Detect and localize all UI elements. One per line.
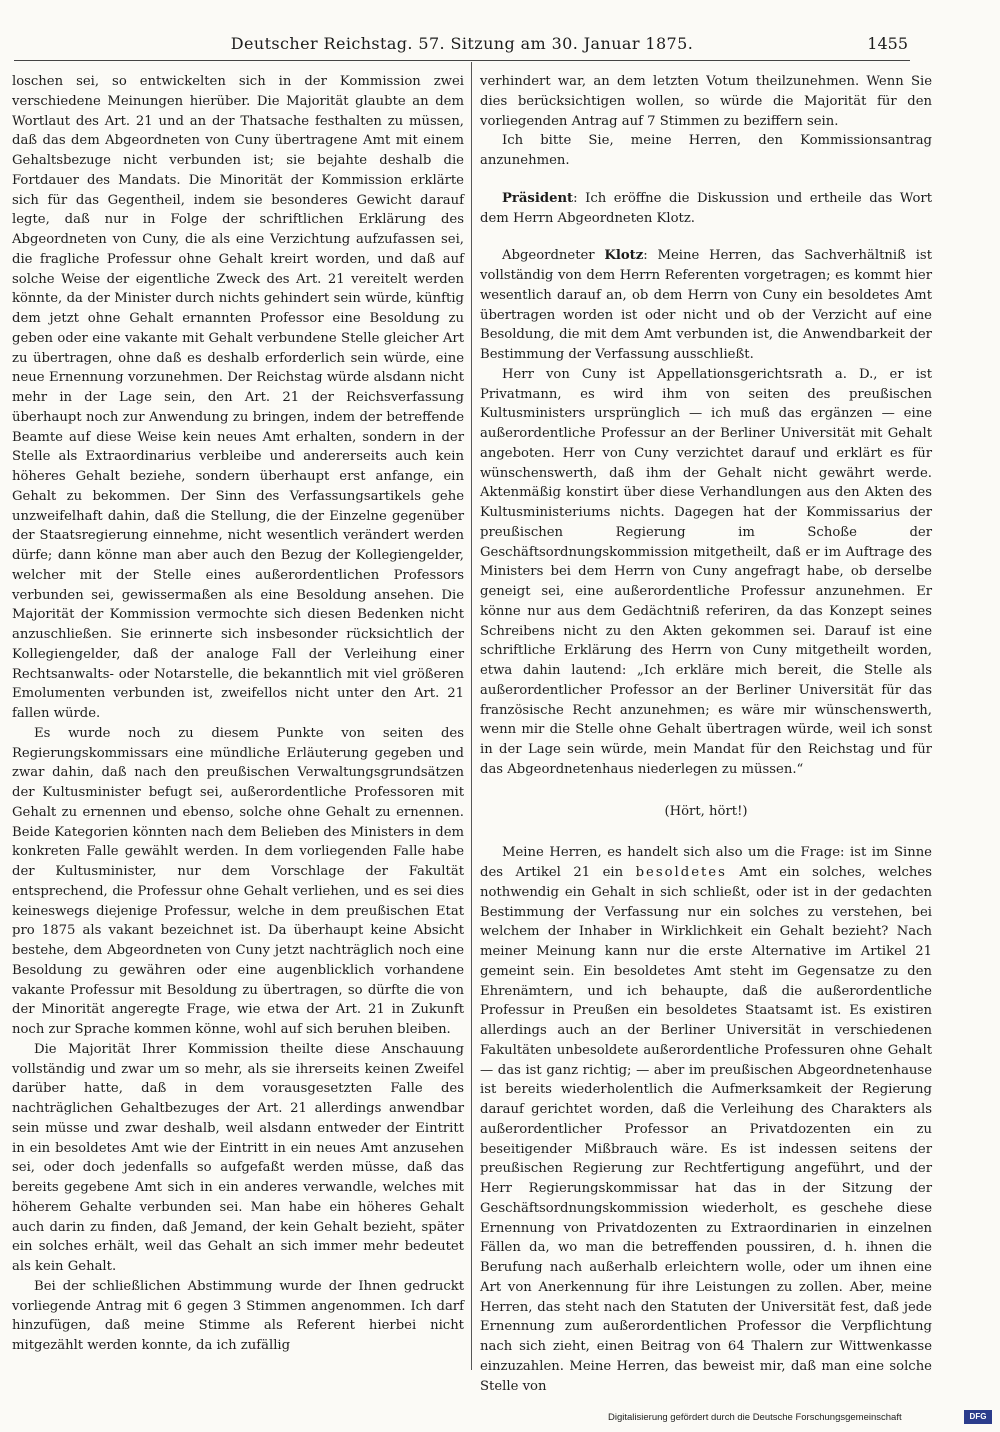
paragraph: Es wurde noch zu diesem Punkte von seiten des Regierungskommissars eine mündliche Erläuterung gegeben und zwar dahin, daß nach den preußischen Verwaltungsgrundsätzen der Kultusminister befugt sei, außerordentliche Professoren mit Gehalt zu ernennen und ebenso, solche ohne Gehalt zu ernennen. Beide Kategorien könnten nach dem Belieben des Ministers in dem konkreten Falle gewählt werden. In dem vorliegenden Falle habe der Kultusminister, nur dem Vorschlage der Fakultät entsprechend, die Professur ohne Gehalt verliehen, und es sei dies keineswegs diejenige Professur, welche in dem preußischen Etat pro 1875 als vakant bezeichnet ist. Da überhaupt keine Absicht bestehe, dem Abgeordneten von Cuny jetzt nachträglich noch eine Besoldung zu gewähren oder eine augenblicklich vorhandene vakante Professur mit Besoldung zu übertragen, so dürfte die von der Minorität angeregte Frage, wie etwa der Art. 21 in Zukunft noch zur Sprache kommen könne, wohl auf sich beruhen bleiben. <box>12 725 464 1037</box>
interjection: (Hört, hört!) <box>664 803 748 819</box>
paragraph: Ich bitte Sie, meine Herren, den Kommissionsantrag anzunehmen. <box>480 133 932 168</box>
paragraph: Die Majorität Ihrer Kommission theilte diese Anschauung vollständig und zwar um so mehr, als sie ihrerseits keinen Zweifel darüber hatte, daß in dem vorausgesetzten Falle des nachträglichen Gehaltbezuges der Art. 21 allerdings anwendbar sein müsse und zwar deshalb, weil alsdann entweder der Eintritt in ein besoldetes Amt wie der Eintritt in ein neues Amt anzusehen sei, oder doch jedenfalls so aufgefaßt werden müsse, daß das bereits gegebene Amt sich in ein anderes verwandle, welches mit höherem Gehalte verbunden sei. Man habe ein höheres Gehalt auch darin zu finden, daß Jemand, der kein Gehalt bezieht, später ein solches erhält, weil das Gehalt an sich immer mehr bedeutet als kein Gehalt. <box>12 1041 464 1274</box>
speech-klotz <box>480 246 932 365</box>
page-number: 1455 <box>867 34 908 53</box>
emphasized-word: besoldetes <box>635 865 727 880</box>
digitization-credit: Digitalisierung gefördert durch die Deutsche Forschungsgemeinschaft <box>608 1412 902 1423</box>
speaker-name: Präsident <box>502 190 574 206</box>
text-span: Meine Herren, es handelt sich also um die Frage: ist im Sinne des Artikel 21 ein <box>480 845 932 880</box>
column-divider <box>471 62 472 1370</box>
text-span: Amt ein solches, welches nothwendig ein Gehalt in sich schließt, oder ist in der gedachten Bestimmung der Verfassung nur ein solches zu verstehen, bei welchem der Inhaber in Wirklichkeit ein Gehalt bezieht? Nach meiner Meinung kann nur die erste Alternative im Artikel 21 gemeint sein. Ein besoldetes Amt steht im Gegensatze zu den Ehrenämtern, und ich behaupte, daß die außerordentliche Professur in Preußen ein besoldetes Staatsamt ist. Es existiren allerdings auch an der Berliner Universität in verschiedenen Fakultäten unbesoldete außerordentliche Professuren ohne Gehalt — das ist ganz richtig; — aber im preußischen Abgeordnetenhause ist bereits wiederholentlich die Aufmerksamkeit der Regierung darauf gerichtet worden, daß die Verleihung des Charakters als außerordentlicher Professor an Privatdozenten ein zu beseitigender Mißbrauch wäre. Es ist indessen seitens der preußischen Regierung zur Rechtfertigung angeführt, und der Herr Regierungskommissar hat das in der Sitzung der Geschäftsordnungskommission wiederholt, es geschehe diese Ernennung von Privatdozenten zu Extraordinarien in einzelnen Fällen da, wo man die betreffenden poussiren, d. h. ihnen die Berufung nach außerhalb erleichtern wolle, oder um ihnen eine Art von Anerkennung für ihre Leistungen zu zollen. Aber, meine Herren, das steht nach den Statuten der Universität fest, daß jede Ernennung zum außerordentlichen Professor die Verpflichtung nach sich zieht, einen Beitrag von 64 Thalern zur Wittwenkasse einzuzahlen. Meine Herren, das beweist mir, daß man eine solche Stelle von <box>480 865 932 1394</box>
paragraph: verhindert war, an dem letzten Votum theilzunehmen. Wenn Sie dies berücksichtigen wollen, so würde die Majorität für den vorliegenden Antrag auf 7 Stimmen zu beziffern sein. <box>480 74 932 129</box>
paragraph: loschen sei, so entwickelten sich in der Kommission zwei verschiedene Meinungen hierüber. Die Majorität glaubte an dem Wortlaut des Art. 21 und an der Thatsache festhalten zu müssen, daß das dem Abgeordneten von Cuny übertragene Amt mit einem Gehaltsbezuge nicht verbunden ist; sie bejahte deshalb die Fortdauer des Mandats. Die Minorität der Kommission erklärte sich für das Gegentheil, indem sie besonderes Gewicht darauf legte, daß nur in Folge der schriftlichen Erklärung des Abgeordneten von Cuny, die als eine Verzichtung aufzufassen sei, die fragliche Professur ohne Gehalt kreirt worden, und daß auf solche Weise der eigentliche Zweck des Art. 21 vereitelt werden könnte, da der Minister durch nichts gehindert sein würde, künftig dem jetzt ohne Gehalt ernannten Professor eine Besoldung zu geben oder eine vakante mit Gehalt verbundene Stelle gleicher Art zu übertragen, ohne daß es deshalb erforderlich sein würde, eine neue Ernennung vorzunehmen. Der Reichstag würde alsdann nicht mehr in der Lage sein, den Art. 21 der Reichsverfassung überhaupt noch zur Anwendung zu bringen, indem der betreffende Beamte auf diese Weise kein neues Amt erhalten, sondern in der Stelle als Extraordinarius verbleibe und andererseits auch kein höheres Gehalt beziehe, sondern überhaupt erst anfange, ein Gehalt zu bekommen. Der Sinn des Verfassungsartikels gehe unzweifelhaft dahin, daß die Stellung, die der Einzelne gegenüber der Staatsregierung einnehme, nicht wesentlich verändert werden dürfe; dann könne man aber auch den Bezug der Kollegiengelder, welcher mit der Stelle eines außerordentlichen Professors verbunden sei, gewissermaßen als eine Besoldung ansehen. Die Majorität der Kommission vermochte sich diesen Bedenken nicht anzuschließen. Sie erinnerte sich insbesonder rücksichtlich der Kollegiengelder, daß der analoge Fall der Verleihung einer Rechtsanwalts- oder Notarstelle, die bekanntlich mit viel größeren Emolumenten verbunden ist, zweifellos nicht unter den Art. 21 fallen würde. <box>12 74 464 721</box>
right-column <box>480 72 932 1396</box>
speech-text: : Ich eröffne die Diskussion und ertheile das Wort dem Herrn Abgeordneten Klotz. <box>480 190 932 226</box>
speech-president <box>480 189 932 229</box>
left-column <box>12 72 464 1356</box>
running-header: Deutscher Reichstag. 57. Sitzung am 30. Januar 1875. <box>230 34 694 53</box>
header-rule <box>14 60 910 61</box>
speech-text: : Meine Herren, das Sachverhältniß ist vollständig von dem Herrn Referenten vorgetragen; es kommt hier wesentlich darauf an, ob dem Herrn von Cuny ein besoldetes Amt übertragen worden ist oder nicht und ob der Verzicht auf eine Besoldung, die mit dem Amt verbunden ist, die Anwendbarkeit der Bestimmung der Verfassung ausschließt. <box>480 248 932 362</box>
speaker-name: Klotz <box>604 248 644 264</box>
paragraph: Herr von Cuny ist Appellationsgerichtsrath a. D., er ist Privatmann, es wird ihm von seiten des preußischen Kultusministers ursprünglich — ich muß das ergänzen — eine außerordentliche Professur an der Berliner Universität mit Gehalt angeboten. Herr von Cuny verzichtet darauf und erklärt es für wünschenswerth, daß ihm der Gehalt nicht gewährt werde. Aktenmäßig konstirt über diese Verhandlungen aus den Akten des Kultusministeriums nichts. Dagegen hat der Kommissarius der preußischen Regierung im Schoße der Geschäftsordnungskommission mitgetheilt, daß er im Auftrage des Ministers bei dem Herrn von Cuny angefragt habe, ob derselbe geneigt sei, eine außerordentliche Professur anzunehmen. Er könne nur aus dem Gedächtniß referiren, da das Konzept seines Schreibens nicht zu den Akten gekommen sei. Darauf ist eine schriftliche Erklärung des Herrn von Cuny mitgetheilt worden, etwa dahin lautend: „Ich erkläre mich bereit, die Stelle als außerordentlicher Professor an der Berliner Universität für das französische Recht anzunehmen; es wäre mir wünschenswerth, wenn mir die Stelle ohne Gehalt übertragen würde, weil ich sonst in der Lage sein würde, mein Mandat für den Reichstag und für das Abgeordnetenhaus niederlegen zu müssen.“ <box>480 366 932 777</box>
dfg-logo: DFG <box>964 1410 992 1424</box>
paragraph <box>480 843 932 1396</box>
speaker-prefix: Abgeordneter <box>502 248 605 264</box>
paragraph: Bei der schließlichen Abstimmung wurde der Ihnen gedruckt vorliegende Antrag mit 6 gegen 3 Stimmen angenommen. Ich darf hinzufügen, daß meine Stimme als Referent hierbei nicht mitgezählt werden konnte, da ich zufällig <box>12 1278 464 1353</box>
